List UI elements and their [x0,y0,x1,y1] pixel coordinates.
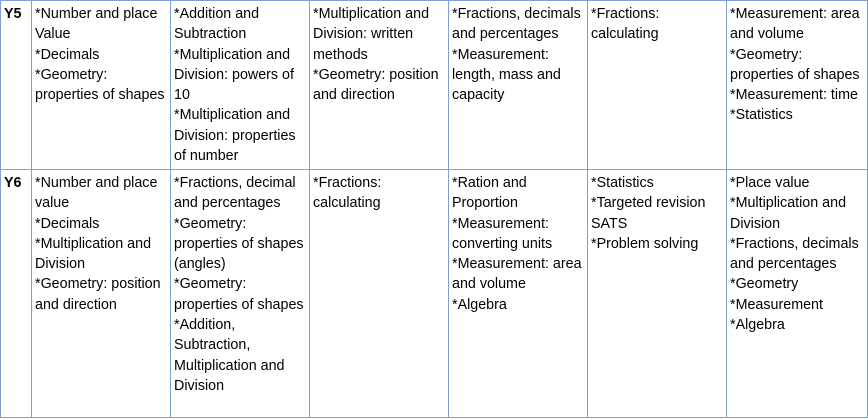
topic-item: *Geometry: properties of shapes [174,276,304,313]
topic-item: *Fractions: calculating [591,6,660,43]
topic-item: *Fractions, decimals and percentages [452,6,581,43]
topic-item: *Geometry: properties of shapes (angles) [174,215,304,273]
topic-item: *Measurement: converting units [452,215,553,252]
topic-item: *Fractions, decimals and percentages [730,235,859,273]
table-cell [727,170,868,418]
table-row-y6 [1,170,868,418]
topic-item: *Geometry [730,276,799,293]
topic-item: *Ration and Proportion [452,175,527,212]
topic-item: *Fractions, decimal and percentages [174,175,296,212]
table-row-y5 [1,1,868,170]
topic-item: *Geometry: position and direction [35,276,161,313]
topic-item: *Targeted revision SATS [591,195,706,232]
topic-item: *Statistics [591,175,654,191]
topic-item: *Measurement: area and volume [730,6,860,43]
table-cell [588,170,727,418]
topic-item: *Statistics [730,107,793,124]
topic-item: *Addition, Subtraction, Multiplication and Division [174,317,285,394]
topic-item: *Decimals [35,215,100,232]
topic-item: *Geometry: position and direction [313,66,439,104]
table-cell [32,1,171,170]
topic-item: *Multiplication and Division [35,235,152,273]
year-label: Y5 [1,1,32,170]
topic-item: *Addition and Subtraction [174,6,260,43]
table-body [1,1,868,418]
table-cell [449,1,588,170]
topic-item: *Measurement: length, mass and capacity [452,46,561,104]
topic-item: *Decimals [35,46,100,63]
year-label: Y6 [1,170,32,418]
table-cell [171,1,310,170]
topic-item: *Place value [730,175,810,191]
topic-item: *Algebra [730,317,785,334]
topic-item: *Multiplication and Division: powers of 10 [174,46,294,104]
topic-item: *Fractions: calculating [313,175,382,212]
table-cell [171,170,310,418]
topic-item: *Number and place value [35,175,158,212]
topic-item: *Measurement: time [730,87,858,104]
table-cell [588,1,727,170]
topic-item: *Geometry: properties of shapes [35,66,165,104]
table-cell [32,170,171,418]
topic-item: *Measurement: area and volume [452,256,582,293]
topic-item: *Problem solving [591,235,699,252]
table-cell [449,170,588,418]
table-cell [310,1,449,170]
table-cell [310,170,449,418]
topic-item: *Multiplication and Division: properties of number [174,107,296,165]
table-cell [727,1,868,170]
topic-item: *Measurement [730,296,823,313]
topic-item: *Multiplication and Division [730,195,847,232]
topic-item: *Number and place Value [35,6,158,43]
topic-item: *Algebra [452,296,507,313]
topic-item: *Geometry: properties of shapes [730,46,860,83]
topic-item: *Multiplication and Division: written methods [313,6,430,63]
